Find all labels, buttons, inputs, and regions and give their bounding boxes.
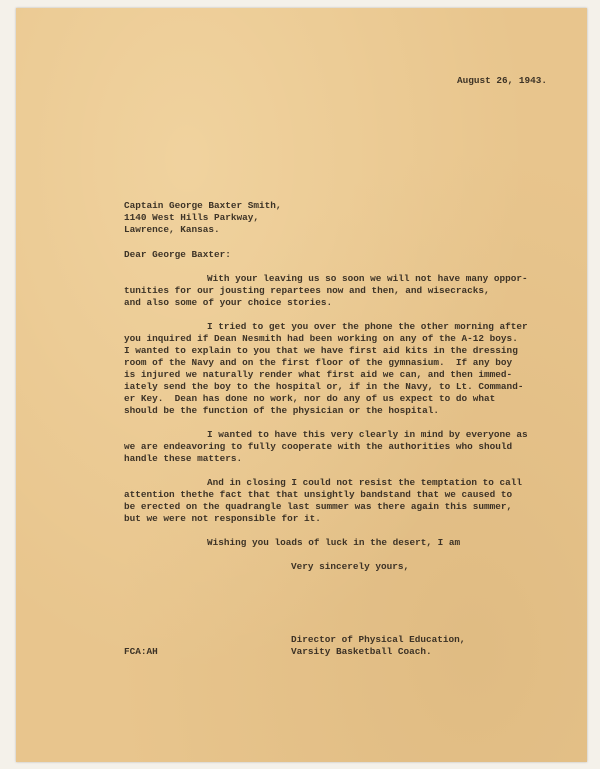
closing-wish: Wishing you loads of luck in the desert, I am	[207, 537, 461, 548]
paragraph-2-line-1: I tried to get you over the phone the other morning after	[207, 321, 528, 332]
paragraph-4-line-3: be erected on the quadrangle last summer was there again this summer,	[124, 501, 513, 512]
paragraph-2-line-4: room of the Navy and on the first floor of the gymnasium. If any boy	[124, 357, 513, 368]
paragraph-2-line-6: iately send the boy to the hospital or, if in the Navy, to Lt. Command-	[124, 381, 524, 392]
letter-page	[16, 8, 587, 762]
closing: Very sincerely yours,	[291, 561, 410, 572]
paragraph-4-line-4: but we were not responsible for it.	[124, 513, 321, 524]
paragraph-2-line-2: you inquired if Dean Nesmith had been working on any of the A-12 boys.	[124, 333, 518, 344]
letter-date: August 26, 1943.	[457, 75, 548, 86]
typist-initials: FCA:AH	[124, 646, 158, 657]
recipient-street: 1140 West Hills Parkway,	[124, 212, 260, 223]
paragraph-2-line-3: I wanted to explain to you that we have first aid kits in the dressing	[124, 345, 518, 356]
paragraph-4-line-2: attention thethe fact that that unsightly bandstand that we caused to	[124, 489, 513, 500]
signature-title-2: Varsity Basketball Coach.	[291, 646, 432, 657]
paragraph-3-line-3: handle these matters.	[124, 453, 243, 464]
recipient-name: Captain George Baxter Smith,	[124, 200, 282, 211]
paragraph-2-line-5: is injured we naturally render what first aid we can, and then immed-	[124, 369, 513, 380]
paragraph-1-line-2: tunities for our jousting repartees now and then, and wisecracks,	[124, 285, 490, 296]
paragraph-1-line-1: With your leaving us so soon we will not have many oppor-	[207, 273, 528, 284]
salutation: Dear George Baxter:	[124, 249, 231, 260]
paragraph-3-line-2: we are endeavoring to fully cooperate with the authorities who should	[124, 441, 513, 452]
paragraph-4-line-1: And in closing I could not resist the temptation to call	[207, 477, 523, 488]
paragraph-3-line-1: I wanted to have this very clearly in mind by everyone as	[207, 429, 528, 440]
signature-title-1: Director of Physical Education,	[291, 634, 466, 645]
paragraph-2-line-8: should be the function of the physician or the hospital.	[124, 405, 440, 416]
recipient-city: Lawrence, Kansas.	[124, 224, 220, 235]
paragraph-1-line-3: and also some of your choice stories.	[124, 297, 333, 308]
paragraph-2-line-7: er Key. Dean has done no work, nor do any of us expect to do what	[124, 393, 496, 404]
